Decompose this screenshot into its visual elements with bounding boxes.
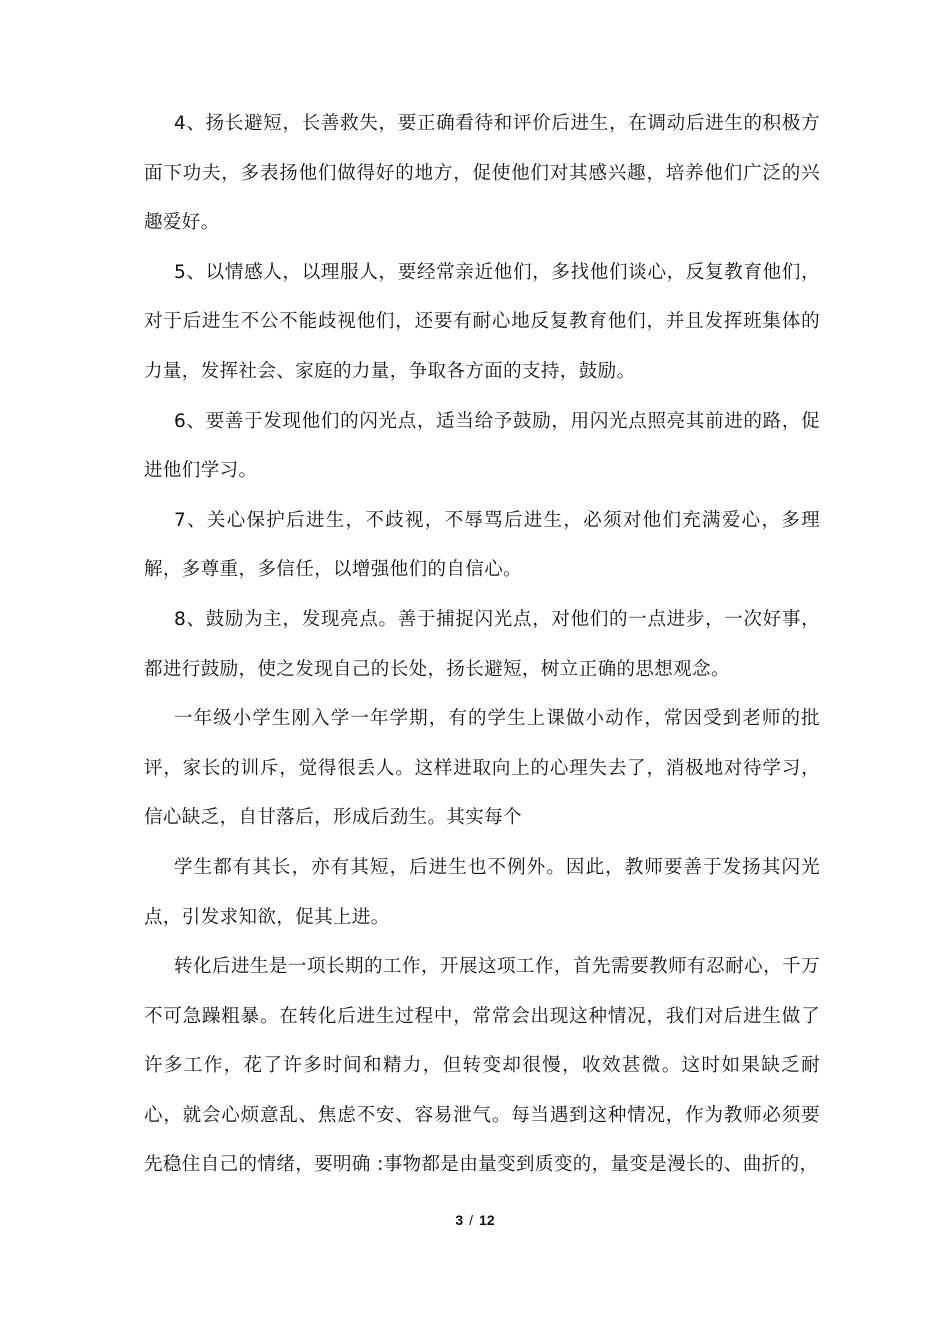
paragraph-strengths: 学生都有其长，亦有其短，后进生也不例外。因此，教师要善于发扬其闪光点，引发求知欲，促其上进。 [144,856,820,928]
paragraph-item-5: 5、以情感人，以理服人，要经常亲近他们，多找他们谈心，反复教育他们，对于后进生不公不能歧视他们，还要有耐心地反复教育他们，并且发挥班集体的力量，发挥社会、家庭的力量，争取各方面的支持，鼓励。 [144,261,820,382]
page-total: 12 [479,1212,495,1228]
body-text [144,99,820,1190]
page-current: 3 [455,1212,464,1228]
paragraph-item-8: 8、鼓励为主，发现亮点。善于捕捉闪光点，对他们的一点进步，一次好事，都进行鼓励，使之发现自己的长处，扬长避短，树立正确的思想观念。 [144,608,820,680]
paragraph-item-6: 6、要善于发现他们的闪光点，适当给予鼓励，用闪光点照亮其前进的路，促进他们学习。 [144,410,820,482]
page-separator: / [469,1212,474,1228]
paragraph-item-4: 4、扬长避短，长善救失，要正确看待和评价后进生，在调动后进生的积极方面下功夫，多表扬他们做得好的地方，促使他们对其感兴趣，培养他们广泛的兴趣爱好。 [144,113,820,234]
paragraph-patience: 转化后进生是一项长期的工作，开展这项工作，首先需要教师有忍耐心，千万不可急躁粗暴。在转化后进生过程中，常常会出现这种情况，我们对后进生做了许多工作，花了许多时间和精力，但转变却很慢，收效甚微。这时如果缺乏耐心，就会心烦意乱、焦虑不安、容易泄气。每当遇到这种情况，作为教师必须要先稳住自己的情绪，要明确 :事物都是由量变到质变的，量变是漫长的、曲折的， [144,956,820,1176]
paragraph-first-grade: 一年级小学生刚入学一年学期，有的学生上课做小动作，常因受到老师的批评，家长的训斥，觉得很丢人。这样进取向上的心理失去了，消极地对待学习，信心缺乏，自甘落后，形成后劲生。其实每个 [144,708,820,829]
paragraph-item-7: 7、关心保护后进生，不歧视，不辱骂后进生，必须对他们充满爱心，多理解，多尊重，多信任，以增强他们的自信心。 [144,509,820,581]
page-number [0,1212,950,1228]
